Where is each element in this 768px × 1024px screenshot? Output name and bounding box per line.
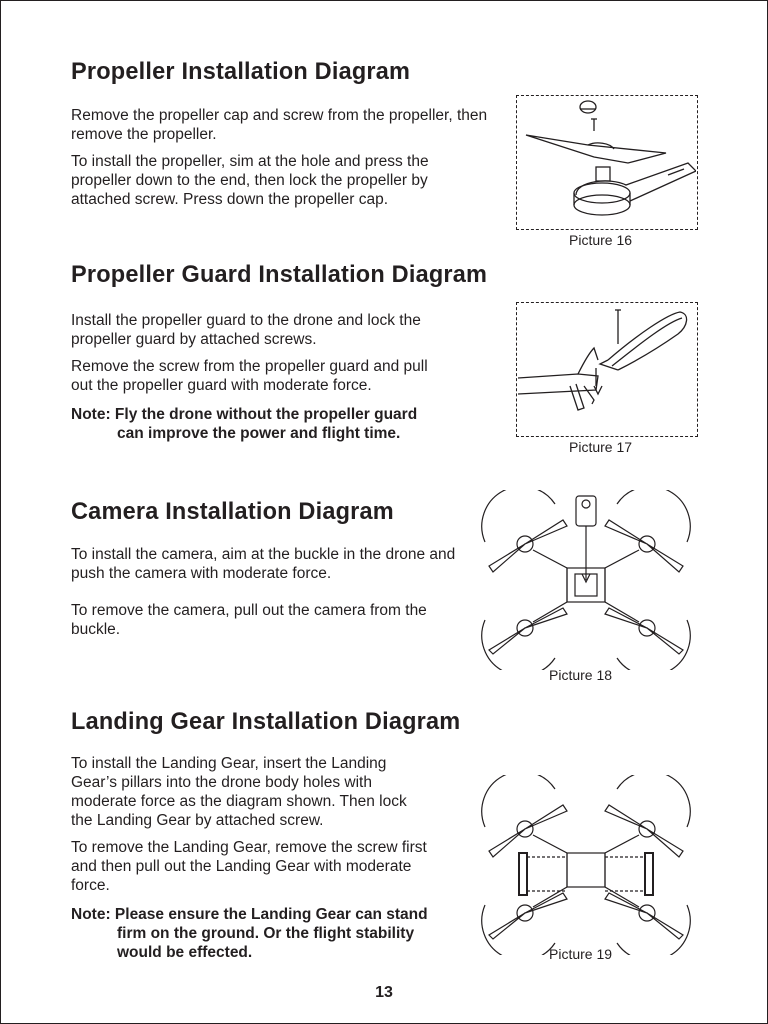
guard-paragraph-2: Remove the screw from the propeller guard and pull out the propeller guard with moderate force.: [71, 358, 428, 394]
guard-note-line-2: can improve the power and flight time.: [117, 425, 401, 442]
picture-17-caption: Picture 17: [569, 439, 633, 455]
landing-paragraph-2: To remove the Landing Gear, remove the screw first and then pull out the Landing Gear with moderate force.: [71, 839, 427, 894]
section-propeller-guard: [71, 261, 541, 443]
picture-17-guard-illustration: [518, 304, 696, 434]
picture-18-caption: Picture 18: [549, 667, 613, 683]
guard-note-label: Note:: [71, 406, 111, 423]
page-number: 13: [375, 984, 393, 1001]
guard-note: [71, 405, 541, 443]
landing-note-line-1: Please ensure the Landing Gear can stand: [114, 906, 428, 923]
landing-note-label: Note:: [71, 906, 111, 923]
section-camera: [71, 498, 471, 639]
landing-paragraph-1: To install the Landing Gear, insert the Landing Gear’s pillars into the drone body holes with moderate force as the diagram shown. Then lock the Landing Gear by attached screw.: [71, 755, 407, 829]
picture-16-caption: Picture 16: [569, 232, 633, 248]
landing-note-line-2: firm on the ground. Or the flight stability: [117, 925, 415, 942]
section-propeller: [71, 58, 511, 209]
landing-note: [71, 905, 511, 962]
guard-paragraph-1: Install the propeller guard to the drone and lock the propeller guard by attached screws.: [71, 312, 421, 348]
picture-19-caption: Picture 19: [549, 946, 613, 962]
guard-note-line-1: Fly the drone without the propeller guard: [114, 406, 418, 423]
propeller-paragraph-1: Remove the propeller cap and screw from the propeller, then remove the propeller.: [71, 107, 488, 143]
camera-paragraph-1: To install the camera, aim at the buckle in the drone and push the camera with moderate force.: [71, 546, 456, 582]
heading-camera: Camera Installation Diagram: [71, 498, 394, 525]
picture-19-landing-gear-illustration: [475, 775, 697, 955]
landing-note-line-3: would be effected.: [117, 944, 253, 961]
picture-16-propeller-illustration: [518, 97, 696, 227]
camera-paragraph-2: To remove the camera, pull out the camera from the buckle.: [71, 602, 427, 638]
picture-18-camera-drone-illustration: [475, 490, 697, 670]
heading-landing-gear: Landing Gear Installation Diagram: [71, 708, 461, 735]
heading-propeller: Propeller Installation Diagram: [71, 58, 411, 85]
section-landing-gear: [71, 708, 511, 962]
heading-propeller-guard: Propeller Guard Installation Diagram: [71, 261, 488, 288]
propeller-paragraph-2: To install the propeller, sim at the hole and press the propeller down to the end, then lock the propeller by attached screw. Press down the propeller cap.: [71, 153, 429, 208]
